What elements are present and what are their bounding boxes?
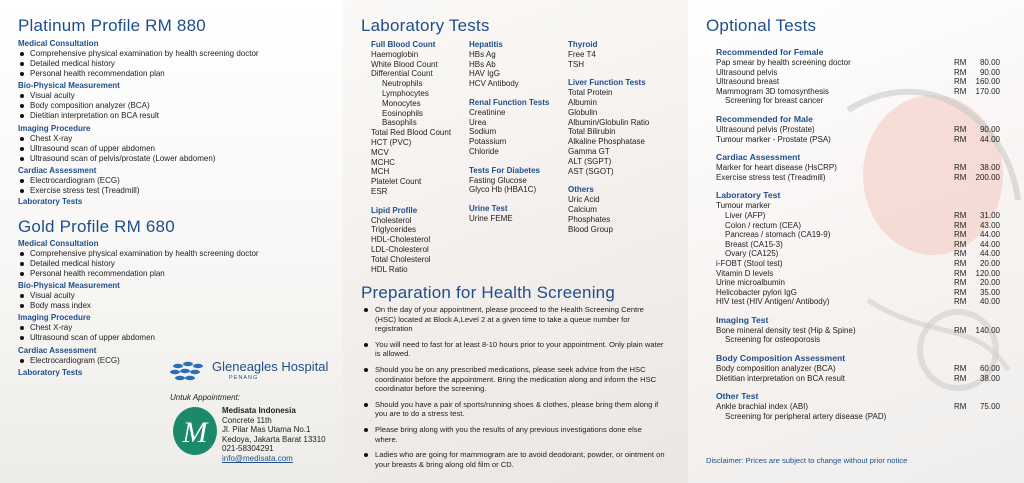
optional-test-row <box>716 58 1000 68</box>
lab-item: Alkaline Phosphatase <box>568 137 645 147</box>
optional-test-row <box>716 278 1000 288</box>
bullet-item: Detailed medical history <box>18 59 259 69</box>
test-price: 40.00 <box>979 297 1000 307</box>
lab-group-title: Tests For Diabetes <box>469 165 540 175</box>
optional-test-row <box>716 135 1000 145</box>
section-title: Cardiac Assessment <box>18 166 97 175</box>
test-name: Ovary (CA125) <box>725 249 779 259</box>
section-title: Laboratory Tests <box>18 368 83 377</box>
bullet-item: Electrocardiogram (ECG) <box>18 176 140 186</box>
test-name: Colon / rectum (CEA) <box>725 220 802 230</box>
currency: RM <box>954 77 967 87</box>
contact-line: Kedoya, Jakarta Barat 13310 <box>222 434 326 444</box>
optional-group-title: Laboratory Test <box>716 190 781 201</box>
lab-item: Free T4 <box>568 49 596 59</box>
currency: RM <box>954 124 967 134</box>
lab-item: Haemoglobin <box>371 49 419 59</box>
currency: RM <box>954 67 967 77</box>
prep-item: Please bring along with you the results of any previous investigations done else where. <box>361 425 666 444</box>
test-name: Pancreas / stomach (CA19-9) <box>725 230 831 240</box>
optional-group-title: Cardiac Assessment <box>716 152 801 163</box>
medisata-logo <box>172 406 218 456</box>
prep-item: Should you be on any prescribed medications, please seek advice from the HSC coordinator before the appointment. Bring the medication along and inform the HSC coordinator before the screening. <box>361 365 666 394</box>
lab-item: Urine FEME <box>469 213 513 223</box>
optional-test-row <box>716 249 1000 259</box>
test-price: 44.00 <box>979 249 1000 259</box>
lab-item: Uric Acid <box>568 195 600 205</box>
test-name: Ultrasound pelvis <box>716 67 778 77</box>
panel-lab-prep <box>343 0 688 483</box>
gold-title: Gold Profile RM 680 <box>18 217 175 236</box>
lab-item: MCHC <box>371 157 395 167</box>
optional-test-row <box>716 87 1000 97</box>
bullet-list <box>18 291 91 311</box>
optional-test-row <box>716 163 1000 173</box>
test-price: 44.00 <box>979 230 1000 240</box>
currency: RM <box>954 239 967 249</box>
contact-email-link[interactable]: info@medisata.com <box>222 453 293 463</box>
test-name: Screening for peripheral artery disease (PAD) <box>725 411 887 421</box>
test-price: 80.00 <box>979 58 1000 67</box>
prep-title: Preparation for Health Screening <box>361 283 615 302</box>
optional-test-row <box>716 240 1000 250</box>
bullet-list <box>18 49 259 79</box>
test-name: Ultrasound breast <box>716 77 780 87</box>
optional-title: Optional Tests <box>706 16 817 35</box>
lab-item: HCV Antibody <box>469 79 519 89</box>
lab-item: White Blood Count <box>371 59 438 69</box>
test-name: Urine microalbumin <box>716 278 785 288</box>
lab-item: Potassium <box>469 137 507 147</box>
bullet-list <box>18 249 259 279</box>
bullet-list <box>18 91 159 121</box>
currency: RM <box>954 249 967 259</box>
test-name: Tumour marker <box>716 201 771 211</box>
optional-test-row <box>716 259 1000 269</box>
test-price: 44.00 <box>979 134 1000 144</box>
optional-test-row <box>716 364 1000 374</box>
test-price: 170.00 <box>975 86 1000 96</box>
optional-test-row <box>716 173 1000 183</box>
optional-group-title: Recommended for Male <box>716 113 813 124</box>
lab-group-title: Urine Test <box>469 204 508 214</box>
test-name: Liver (AFP) <box>725 210 766 220</box>
test-name: Ankle brachial index (ABI) <box>716 402 809 412</box>
bullet-item: Body mass index <box>18 301 91 311</box>
prep-item: Ladies who are going for mammogram are to avoid deodorant, powder, or ointment on your breasts & bring along old film or CD. <box>361 450 666 469</box>
test-price: 20.00 <box>979 258 1000 268</box>
optional-group-title: Imaging Test <box>716 314 769 325</box>
test-name: Body composition analyzer (BCA) <box>716 364 836 374</box>
lab-item: Blood Group <box>568 224 613 234</box>
lab-item: AST (SGOT) <box>568 166 614 176</box>
test-name: Screening for breast cancer <box>725 96 824 106</box>
currency: RM <box>954 86 967 96</box>
bullet-item: Ultrasound scan of upper abdomen <box>18 144 215 154</box>
test-price: 75.00 <box>979 402 1000 412</box>
lab-item: Phosphates <box>568 214 611 224</box>
test-price: 20.00 <box>979 278 1000 288</box>
test-price: 38.00 <box>979 373 1000 383</box>
optional-test-row <box>716 221 1000 231</box>
test-price: 31.00 <box>979 210 1000 220</box>
lab-item: Glyco Hb (HBA1C) <box>469 185 537 195</box>
test-price: 44.00 <box>979 239 1000 249</box>
section-title: Medical Consultation <box>18 239 99 248</box>
currency: RM <box>954 268 967 278</box>
panel-optional <box>688 0 1024 483</box>
lab-group-title: Renal Function Tests <box>469 97 550 107</box>
lab-column-3 <box>568 40 649 234</box>
test-name: Tumour marker - Prostate (PSA) <box>716 134 831 144</box>
test-name: Pap smear by health screening doctor <box>716 58 851 67</box>
lab-item: Cholesterol <box>371 215 412 225</box>
test-name: Exercise stress test (Treadmill) <box>716 172 826 182</box>
bullet-list <box>18 176 140 196</box>
test-price: 160.00 <box>975 77 1000 87</box>
section-title: Bio-Physical Measurement <box>18 281 120 290</box>
optional-test-row <box>716 77 1000 87</box>
lab-group-title: Full Blood Count <box>371 40 436 49</box>
lab-item: Calcium <box>568 204 597 214</box>
currency: RM <box>954 220 967 230</box>
bullet-list <box>18 356 120 366</box>
bullet-item: Detailed medical history <box>18 259 259 269</box>
section-title: Medical Consultation <box>18 39 99 48</box>
optional-test-row <box>716 230 1000 240</box>
bullet-item: Ultrasound scan of pelvis/prostate (Lower abdomen) <box>18 154 215 164</box>
optional-group-title: Other Test <box>716 391 759 402</box>
prep-item: On the day of your appointment, please proceed to the Health Screening Centre (HSC) located at Block A,Level 2 at a given time to take a queue number for registration <box>361 305 666 334</box>
lab-subitem: Eosinophils <box>382 108 423 118</box>
lab-item: Total Red Blood Count <box>371 128 452 138</box>
optional-group-title: Recommended for Female <box>716 47 824 57</box>
prep-item: Should you have a pair of sports/running shoes & clothes, please bring them along if you are to do a stress test. <box>361 400 666 419</box>
bullet-item: Dietitian interpretation on BCA result <box>18 111 159 121</box>
logo-letter: M <box>182 416 208 449</box>
bullet-item: Exercise stress test (Treadmill) <box>18 186 140 196</box>
currency <box>954 96 972 106</box>
contact-line: Concrete 11th <box>222 415 272 425</box>
currency: RM <box>954 163 967 173</box>
test-price: 38.00 <box>979 163 1000 173</box>
lab-item: HDL-Cholesterol <box>371 235 431 245</box>
bullet-list <box>18 134 215 164</box>
lab-title: Laboratory Tests <box>361 16 490 35</box>
optional-tests-list <box>716 47 1000 421</box>
lab-group-title: Others <box>568 185 594 195</box>
section-title: Imaging Procedure <box>18 124 91 133</box>
test-price: 43.00 <box>979 220 1000 230</box>
lab-item: MCH <box>371 167 390 177</box>
optional-test-row <box>716 269 1000 279</box>
section-title: Cardiac Assessment <box>18 346 97 355</box>
lab-item: Sodium <box>469 127 497 137</box>
optional-test-row <box>716 297 1000 307</box>
lab-item: ESR <box>371 186 388 196</box>
section-title: Bio-Physical Measurement <box>18 81 120 90</box>
bullet-item: Chest X-ray <box>18 134 215 144</box>
lab-item: Creatinine <box>469 107 506 117</box>
test-price: 140.00 <box>975 325 1000 335</box>
optional-test-row <box>716 125 1000 135</box>
optional-test-row <box>716 201 1000 211</box>
test-name: i-FOBT (Stool test) <box>716 258 783 268</box>
test-price: 90.00 <box>979 124 1000 134</box>
currency: RM <box>954 373 967 383</box>
currency: RM <box>954 210 967 220</box>
optional-group-title: Body Composition Assessment <box>716 353 846 364</box>
currency: RM <box>954 258 967 268</box>
contact-line: Jl. Pilar Mas Utama No.1 <box>222 425 311 435</box>
lab-item: Albumin <box>568 97 597 107</box>
lab-group-title: Liver Function Tests <box>568 78 646 88</box>
test-price <box>972 412 1000 422</box>
lab-item: Differential Count <box>371 69 433 79</box>
spacer <box>469 195 549 204</box>
currency: RM <box>954 172 967 182</box>
bullet-item: Visual acuity <box>18 291 91 301</box>
lab-item: Globulin <box>568 107 598 117</box>
lab-item: HAV IgG <box>469 69 500 79</box>
currency <box>954 201 972 211</box>
currency: RM <box>954 364 967 374</box>
test-price <box>972 96 1000 106</box>
test-name: Mammogram 3D tomosynthesis <box>716 86 829 96</box>
optional-test-row <box>716 288 1000 298</box>
lab-item: HBs Ab <box>469 59 496 69</box>
bullet-item: Visual acuity <box>18 91 159 101</box>
panel-profiles <box>0 0 343 483</box>
test-price <box>972 201 1000 211</box>
bullet-item: Personal health recommendation plan <box>18 69 259 79</box>
prep-list <box>361 305 666 475</box>
optional-test-row <box>716 402 1000 412</box>
bullet-item: Comprehensive physical examination by health screening doctor <box>18 249 259 259</box>
spacer <box>568 176 649 185</box>
lab-column-1 <box>371 40 451 274</box>
lab-item: Fasting Glucose <box>469 175 527 185</box>
lab-item: Urea <box>469 117 487 127</box>
bullet-list <box>18 323 155 343</box>
lab-column-2 <box>469 40 549 224</box>
currency: RM <box>954 402 967 412</box>
test-price: 60.00 <box>979 364 1000 374</box>
optional-test-row <box>716 374 1000 384</box>
hospital-sub: PENANG <box>229 375 259 381</box>
currency: RM <box>954 58 967 67</box>
spacer <box>568 69 649 78</box>
contact-phone[interactable]: 021-58304291 <box>222 444 274 454</box>
currency <box>954 335 972 345</box>
lab-item: TSH <box>568 59 584 69</box>
lab-item: ALT (SGPT) <box>568 156 612 166</box>
test-name: Dietitian interpretation on BCA result <box>716 373 845 383</box>
test-price: 120.00 <box>975 268 1000 278</box>
section-title: Laboratory Tests <box>18 197 83 206</box>
lab-item: Total Cholesterol <box>371 254 431 264</box>
platinum-title: Platinum Profile RM 880 <box>18 16 206 35</box>
currency: RM <box>954 278 967 288</box>
spacer <box>469 89 549 98</box>
bullet-item: Body composition analyzer (BCA) <box>18 101 159 111</box>
test-price: 90.00 <box>979 67 1000 77</box>
section-title: Imaging Procedure <box>18 313 91 322</box>
currency: RM <box>954 134 967 144</box>
lab-item: Total Protein <box>568 88 613 98</box>
test-name: Breast (CA15-3) <box>725 239 783 249</box>
bullet-item: Chest X-ray <box>18 323 155 333</box>
lab-item: HDL Ratio <box>371 264 408 274</box>
currency: RM <box>954 287 967 297</box>
lab-item: Platelet Count <box>371 177 422 187</box>
contact-block <box>222 406 326 464</box>
currency <box>954 412 972 422</box>
lab-group-title: Lipid Profile <box>371 205 418 215</box>
spacer <box>469 157 549 166</box>
test-price <box>972 335 1000 345</box>
appointment-label: Untuk Appointment: <box>170 393 240 402</box>
currency: RM <box>954 297 967 307</box>
lab-group-title: Hepatitis <box>469 40 503 49</box>
lab-item: HCT (PVC) <box>371 137 412 147</box>
test-name: Screening for osteoporosis <box>725 335 821 345</box>
test-name: HIV test (HIV Antigen/ Antibody) <box>716 297 830 307</box>
optional-test-row <box>716 96 1000 106</box>
lab-item: HBs Ag <box>469 49 496 59</box>
bullet-item: Comprehensive physical examination by health screening doctor <box>18 49 259 59</box>
bullet-item: Personal health recommendation plan <box>18 269 259 279</box>
lab-subitem: Monocytes <box>382 98 421 108</box>
lab-item: Total Bilirubin <box>568 127 616 137</box>
prep-item: You will need to fast for at least 8-10 hours prior to your appointment. Only plain water is allowed. <box>361 340 666 359</box>
currency: RM <box>954 325 967 335</box>
lab-item: Chloride <box>469 146 499 156</box>
currency: RM <box>954 230 967 240</box>
optional-test-row <box>716 211 1000 221</box>
lab-item: LDL-Cholesterol <box>371 244 429 254</box>
optional-test-row <box>716 326 1000 336</box>
lab-item: Gamma GT <box>568 146 610 156</box>
spacer <box>371 197 451 206</box>
test-name: Bone mineral density test (Hip & Spine) <box>716 325 856 335</box>
optional-test-row <box>716 335 1000 345</box>
test-name: Ultrasound pelvis (Prostate) <box>716 124 815 134</box>
optional-test-row <box>716 68 1000 78</box>
lab-subitem: Basophils <box>382 118 417 128</box>
lab-item: MCV <box>371 147 389 157</box>
test-price: 35.00 <box>979 287 1000 297</box>
lab-item: Triglycerides <box>371 225 417 235</box>
hospital-name: Gleneagles Hospital <box>212 359 329 374</box>
test-name: Vitamin D levels <box>716 268 774 278</box>
optional-test-row <box>716 412 1000 422</box>
contact-name: Medisata Indonesia <box>222 406 296 415</box>
disclaimer: Disclaimer: Prices are subject to change without prior notice <box>706 456 908 465</box>
test-name: Helicobacter pylori IgG <box>716 287 797 297</box>
test-price: 200.00 <box>975 172 1000 182</box>
bullet-item: Ultrasound scan of upper abdomen <box>18 333 155 343</box>
lab-subitem: Lymphocytes <box>382 88 429 98</box>
test-name: Marker for heart disease (HsCRP) <box>716 163 837 173</box>
bullet-item: Electrocardiogram (ECG) <box>18 356 120 366</box>
lab-subitem: Neutrophils <box>382 79 423 89</box>
lab-group-title: Thyroid <box>568 40 598 49</box>
lab-item: Albumin/Globulin Ratio <box>568 117 650 127</box>
